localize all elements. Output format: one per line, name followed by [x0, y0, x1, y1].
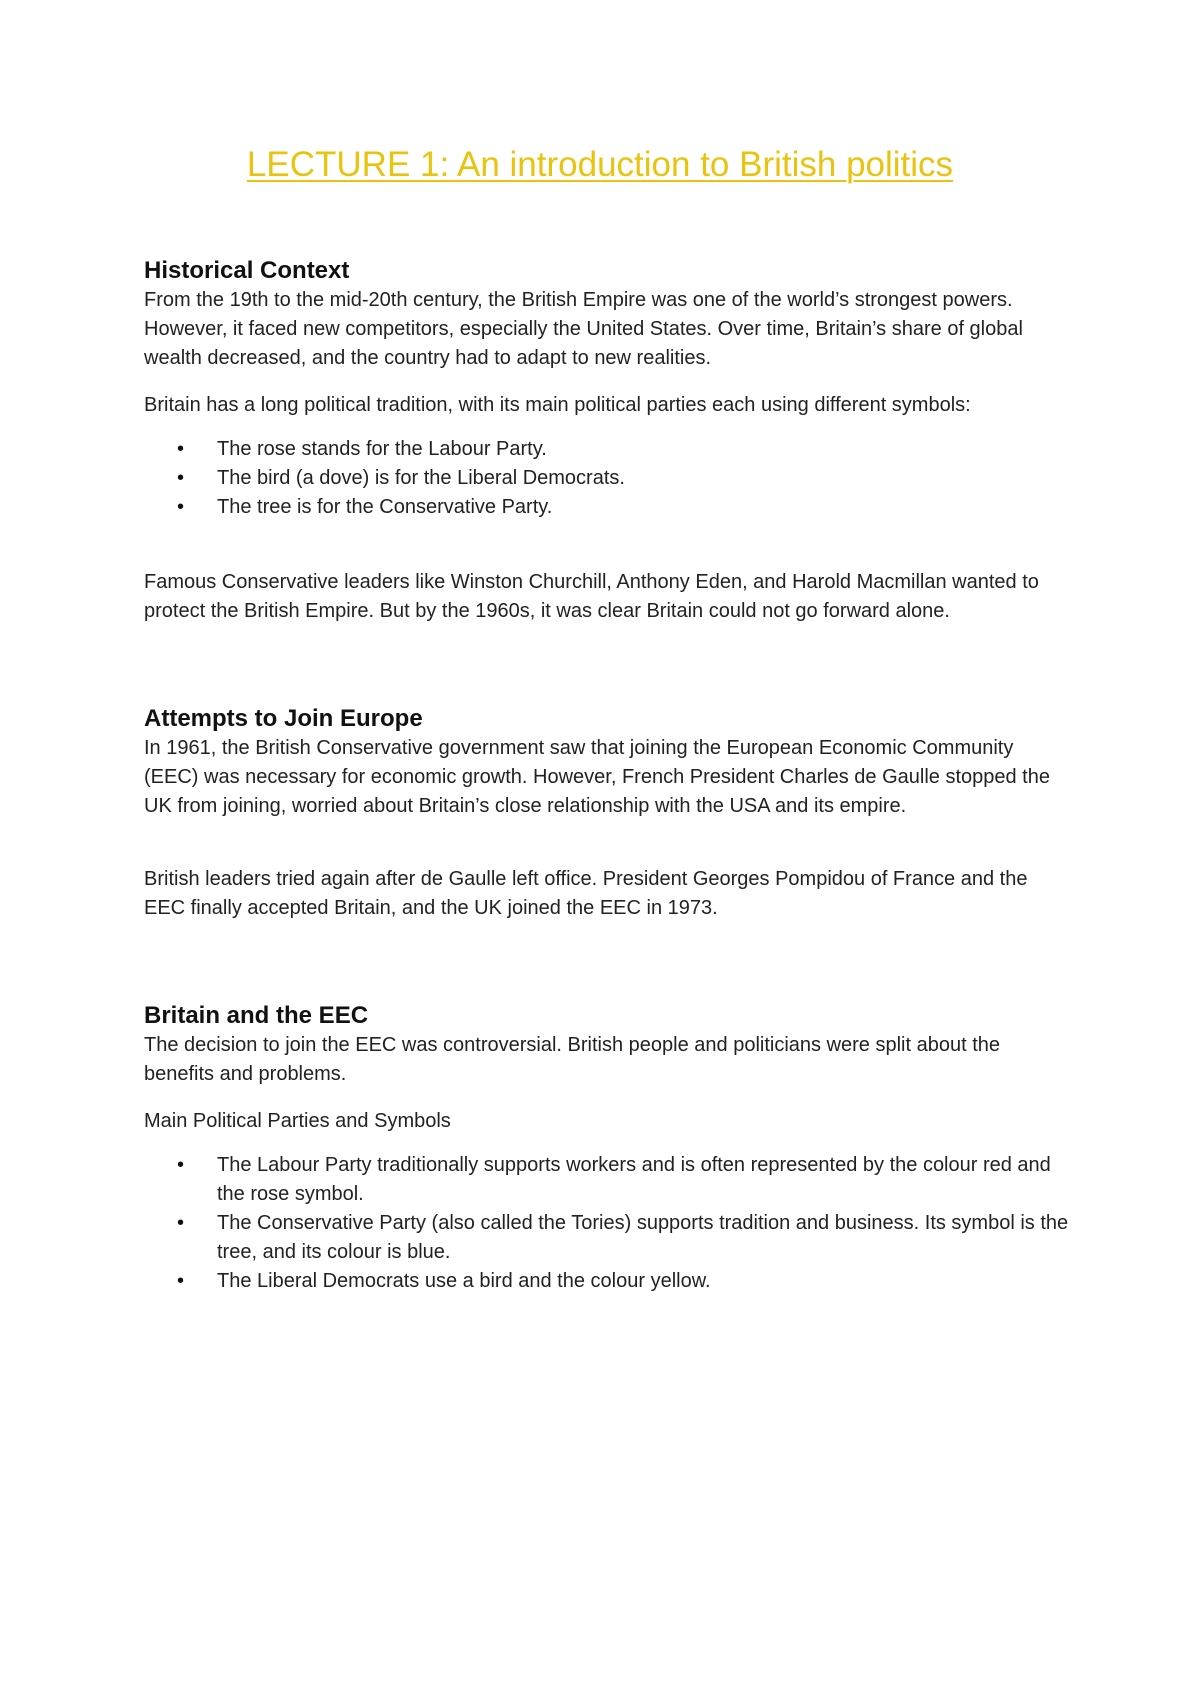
paragraph: Main Political Parties and Symbols	[144, 1110, 451, 1132]
list-item: • The Conservative Party (also called the Tories) supports tradition and business. Its symbol is the tree, and its colour is blue.	[144, 1209, 1069, 1267]
paragraph: The decision to join the EEC was controversial. British people and politicians were split about the benefits and problems.	[144, 1034, 1001, 1085]
section-heading: Historical Context	[144, 257, 350, 284]
paragraph: Famous Conservative leaders like Winston Churchill, Anthony Eden, and Harold Macmillan wanted to protect the British Empire. But by the 1960s, it was clear Britain could not go forward alone.	[144, 571, 1039, 622]
list-item: • The rose stands for the Labour Party.	[144, 435, 1069, 464]
section-historical-context	[144, 256, 1069, 626]
bullet-list	[144, 1151, 1069, 1296]
list-item: • The Liberal Democrats use a bird and the colour yellow.	[144, 1267, 1069, 1296]
list-item: • The tree is for the Conservative Party.	[144, 493, 1069, 522]
paragraph: Britain has a long political tradition, with its main political parties each using different symbols:	[144, 394, 971, 416]
section-heading: Attempts to Join Europe	[144, 705, 423, 732]
section-attempts-to-join-europe	[144, 704, 1069, 923]
list-item: • The bird (a dove) is for the Liberal Democrats.	[144, 464, 1069, 493]
section-heading: Britain and the EEC	[144, 1002, 369, 1029]
paragraph: In 1961, the British Conservative government saw that joining the European Economic Community (EEC) was necessary for economic growth. However, French President Charles de Gaulle stopped the UK from joining, worried about Britain’s close relationship with the USA and its empire.	[144, 737, 1050, 817]
list-item: • The Labour Party traditionally supports workers and is often represented by the colour red and the rose symbol.	[144, 1151, 1069, 1209]
paragraph: From the 19th to the mid-20th century, the British Empire was one of the world’s strongest powers. However, it faced new competitors, especially the United States. Over time, Britain’s share of global wealth decreased, and the country had to adapt to new realities.	[144, 289, 1023, 369]
paragraph: British leaders tried again after de Gaulle left office. President Georges Pompidou of France and the EEC finally accepted Britain, and the UK joined the EEC in 1973.	[144, 868, 1028, 919]
page-title: LECTURE 1: An introduction to British politics	[246, 145, 954, 184]
document-body	[144, 256, 1069, 1296]
section-britain-and-the-eec	[144, 1001, 1069, 1296]
bullet-list	[144, 435, 1069, 522]
